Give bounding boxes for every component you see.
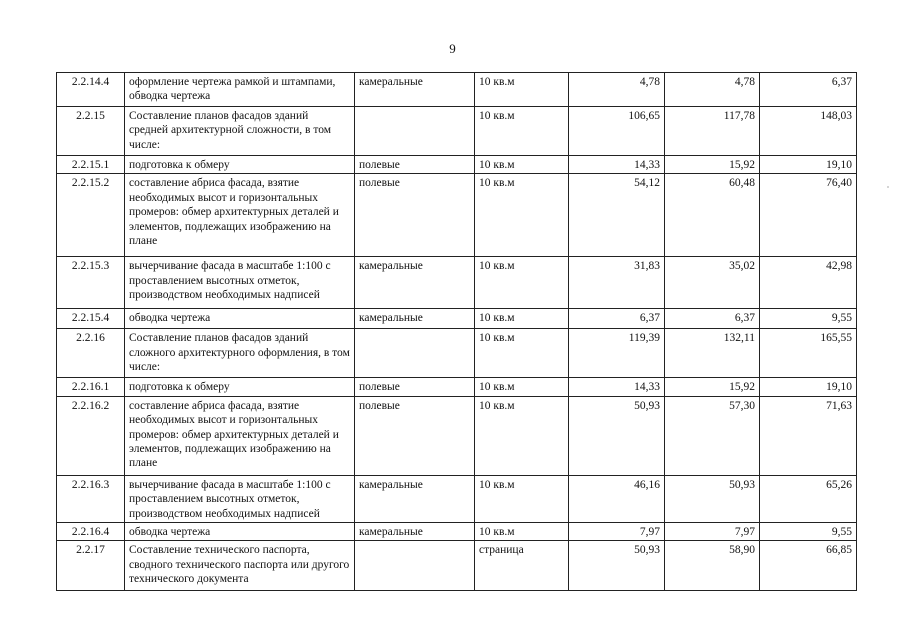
- row-value-2: 15,92: [665, 378, 760, 396]
- row-name: Составление планов фасадов зданий средней архитектурной сложности, в том числе:: [125, 107, 355, 156]
- row-value-3: 9,55: [760, 309, 857, 329]
- row-name: оформление чертежа рамкой и штампами, обводка чертежа: [125, 73, 355, 107]
- row-value-3: 19,10: [760, 156, 857, 174]
- row-value-1: 7,97: [569, 523, 665, 541]
- row-value-1: 50,93: [569, 541, 665, 591]
- row-value-3: 71,63: [760, 396, 857, 475]
- table-row: [57, 396, 857, 475]
- row-work-type: полевые: [355, 396, 475, 475]
- row-value-3: 148,03: [760, 107, 857, 156]
- row-work-type: [355, 541, 475, 591]
- row-value-1: 54,12: [569, 174, 665, 257]
- row-value-2: 58,90: [665, 541, 760, 591]
- row-work-type: полевые: [355, 156, 475, 174]
- row-value-2: 60,48: [665, 174, 760, 257]
- row-value-2: 6,37: [665, 309, 760, 329]
- row-work-type: полевые: [355, 174, 475, 257]
- row-value-1: 14,33: [569, 378, 665, 396]
- row-code: 2.2.16.3: [57, 475, 125, 522]
- table-row: [57, 107, 857, 156]
- row-name: подготовка к обмеру: [125, 378, 355, 396]
- row-value-1: 4,78: [569, 73, 665, 107]
- row-code: 2.2.17: [57, 541, 125, 591]
- row-code: 2.2.15.4: [57, 309, 125, 329]
- scan-speck: [887, 186, 889, 188]
- row-value-2: 57,30: [665, 396, 760, 475]
- row-value-3: 76,40: [760, 174, 857, 257]
- row-name: обводка чертежа: [125, 523, 355, 541]
- table-row: [57, 475, 857, 522]
- row-unit: 10 кв.м: [475, 523, 569, 541]
- row-unit: 10 кв.м: [475, 73, 569, 107]
- row-unit: 10 кв.м: [475, 257, 569, 309]
- row-code: 2.2.14.4: [57, 73, 125, 107]
- row-name: составление абриса фасада, взятие необходимых высот и горизонтальных промеров: обмер архитектурных деталей и элементов, подлежащих изображению на плане: [125, 396, 355, 475]
- row-name: Составление технического паспорта, сводного технического паспорта или другого технического документа: [125, 541, 355, 591]
- row-unit: 10 кв.м: [475, 475, 569, 522]
- row-value-2: 132,11: [665, 329, 760, 378]
- row-code: 2.2.15.1: [57, 156, 125, 174]
- rates-table-body: [57, 73, 857, 591]
- row-name: вычерчивание фасада в масштабе 1:100 с проставлением высотных отметок, производством необходимых надписей: [125, 475, 355, 522]
- row-value-3: 65,26: [760, 475, 857, 522]
- page-number: 9: [449, 41, 456, 56]
- row-value-3: 42,98: [760, 257, 857, 309]
- row-name: Составление планов фасадов зданий сложного архитектурного оформления, в том числе:: [125, 329, 355, 378]
- row-value-1: 31,83: [569, 257, 665, 309]
- table-row: [57, 156, 857, 174]
- row-name: подготовка к обмеру: [125, 156, 355, 174]
- table-row: [57, 73, 857, 107]
- row-name: вычерчивание фасада в масштабе 1:100 с проставлением высотных отметок, производством необходимых надписей: [125, 257, 355, 309]
- row-value-1: 50,93: [569, 396, 665, 475]
- row-work-type: камеральные: [355, 523, 475, 541]
- row-value-3: 6,37: [760, 73, 857, 107]
- table-row: [57, 541, 857, 591]
- row-value-1: 6,37: [569, 309, 665, 329]
- row-value-3: 19,10: [760, 378, 857, 396]
- row-code: 2.2.15.3: [57, 257, 125, 309]
- row-work-type: [355, 107, 475, 156]
- row-code: 2.2.16.1: [57, 378, 125, 396]
- row-unit: 10 кв.м: [475, 378, 569, 396]
- row-code: 2.2.16: [57, 329, 125, 378]
- row-work-type: камеральные: [355, 475, 475, 522]
- row-value-1: 14,33: [569, 156, 665, 174]
- row-name: составление абриса фасада, взятие необходимых высот и горизонтальных промеров: обмер архитектурных деталей и элементов, подлежащих изображению на плане: [125, 174, 355, 257]
- row-unit: 10 кв.м: [475, 107, 569, 156]
- row-unit: 10 кв.м: [475, 396, 569, 475]
- row-value-3: 66,85: [760, 541, 857, 591]
- row-code: 2.2.16.2: [57, 396, 125, 475]
- row-unit: страница: [475, 541, 569, 591]
- rates-table: [56, 72, 857, 591]
- row-value-2: 50,93: [665, 475, 760, 522]
- table-row: [57, 523, 857, 541]
- row-value-1: 46,16: [569, 475, 665, 522]
- row-value-2: 117,78: [665, 107, 760, 156]
- table-row: [57, 257, 857, 309]
- row-value-3: 9,55: [760, 523, 857, 541]
- row-unit: 10 кв.м: [475, 174, 569, 257]
- row-work-type: камеральные: [355, 309, 475, 329]
- table-row: [57, 309, 857, 329]
- row-value-1: 119,39: [569, 329, 665, 378]
- row-value-3: 165,55: [760, 329, 857, 378]
- row-value-2: 4,78: [665, 73, 760, 107]
- table-row: [57, 378, 857, 396]
- row-value-1: 106,65: [569, 107, 665, 156]
- row-work-type: [355, 329, 475, 378]
- row-work-type: камеральные: [355, 257, 475, 309]
- row-value-2: 35,02: [665, 257, 760, 309]
- row-code: 2.2.15: [57, 107, 125, 156]
- row-unit: 10 кв.м: [475, 309, 569, 329]
- row-code: 2.2.16.4: [57, 523, 125, 541]
- row-work-type: камеральные: [355, 73, 475, 107]
- table-row: [57, 174, 857, 257]
- row-value-2: 15,92: [665, 156, 760, 174]
- row-name: обводка чертежа: [125, 309, 355, 329]
- row-value-2: 7,97: [665, 523, 760, 541]
- row-unit: 10 кв.м: [475, 156, 569, 174]
- row-code: 2.2.15.2: [57, 174, 125, 257]
- row-unit: 10 кв.м: [475, 329, 569, 378]
- table-row: [57, 329, 857, 378]
- row-work-type: полевые: [355, 378, 475, 396]
